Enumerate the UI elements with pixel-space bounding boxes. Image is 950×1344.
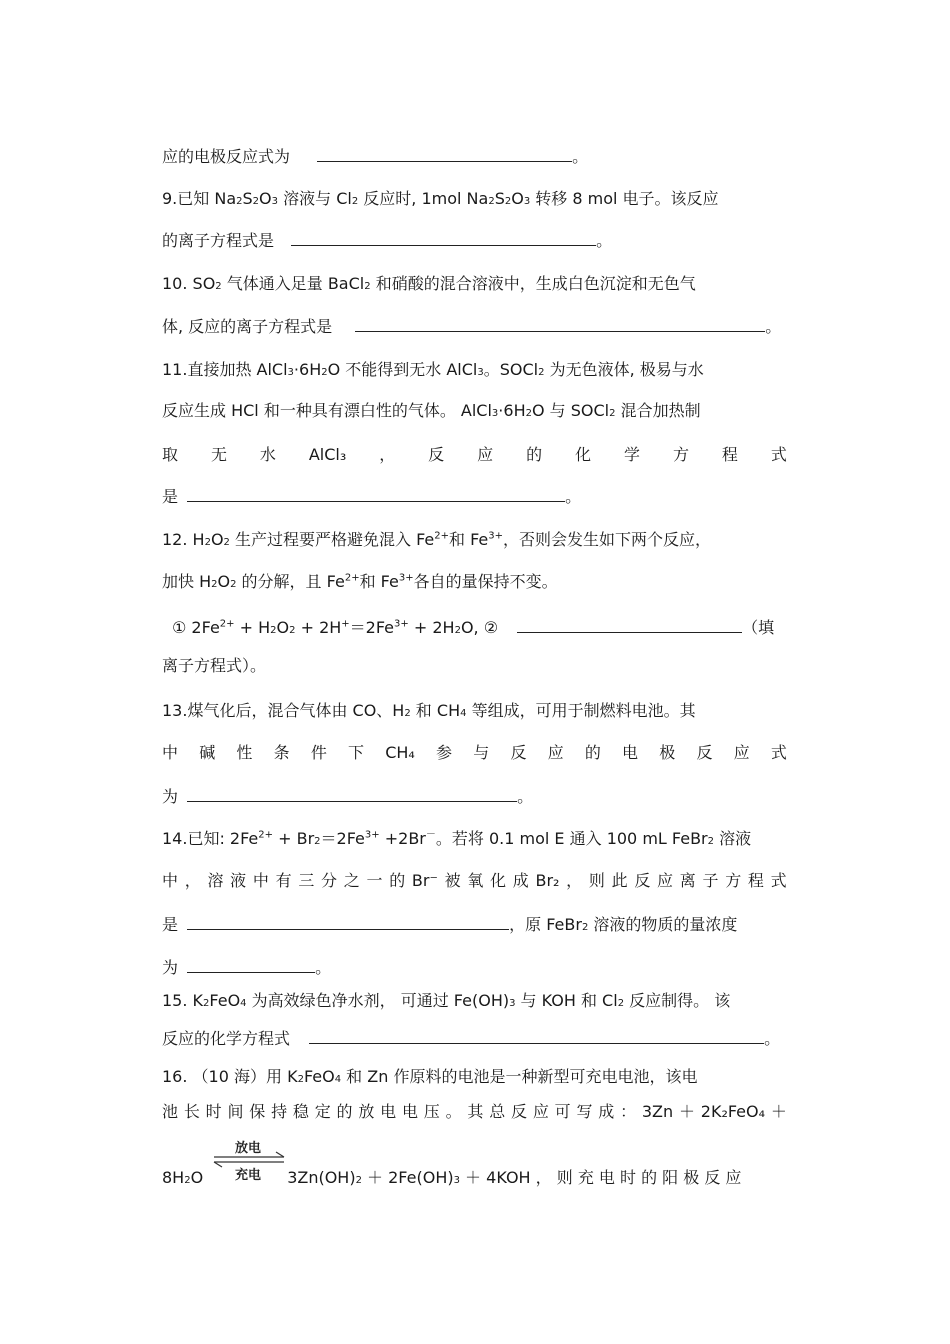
text: 的: [584, 743, 601, 762]
text: ＋: [770, 1102, 787, 1121]
text: 3Zn(OH): [287, 1168, 356, 1187]
text: + H: [234, 618, 271, 637]
text: 11.直接加热 AlCl: [162, 360, 288, 379]
text: 溶液的物质的量浓度: [588, 915, 738, 934]
text: （填: [742, 618, 775, 637]
text: 溶液与 Cl: [278, 189, 352, 208]
question-12-line-2: [162, 572, 558, 595]
text: 反: [511, 1102, 528, 1121]
text: 应: [733, 743, 750, 762]
text: 中: [252, 871, 269, 890]
text: 应: [657, 871, 674, 890]
text: 被: [444, 871, 461, 890]
subscript: 3: [271, 196, 279, 207]
text: 反应生成 HCl 和一种具有漂白性的气体。 AlCl: [162, 401, 492, 420]
text: 离: [679, 871, 696, 890]
question-13-line-3: [162, 785, 533, 807]
question-16-line-2: [162, 1102, 787, 1122]
text: 12. H: [162, 530, 205, 549]
question-16-line-3: [162, 1168, 741, 1191]
text: 中: [162, 743, 179, 762]
text: 定: [314, 1102, 331, 1121]
text: ，: [184, 871, 201, 890]
text: 混合加热制: [615, 401, 701, 420]
answer-blank[interactable]: [187, 956, 315, 973]
text: Br₂: [535, 871, 560, 890]
subscript: 2: [289, 625, 296, 636]
text: 间: [227, 1102, 244, 1121]
question-10-line-1: [162, 274, 696, 297]
text: 反: [634, 871, 651, 890]
subscript: 3: [287, 367, 294, 378]
text: 式: [770, 743, 787, 762]
question-10-line-2: [162, 315, 781, 337]
text: 。: [565, 487, 582, 506]
subscript: 2: [321, 367, 328, 378]
text: O 与 SOCl: [531, 401, 610, 420]
subscript: 2: [581, 922, 589, 933]
text: + 2H: [408, 618, 455, 637]
text: 分: [321, 871, 338, 890]
text: 下: [348, 743, 365, 762]
text: 中: [162, 871, 179, 890]
text: 极: [659, 743, 676, 762]
text: 。: [517, 787, 534, 806]
text: 碱: [199, 743, 216, 762]
question-9-line-1: [162, 189, 719, 212]
text: 电: [622, 743, 639, 762]
text: 三: [298, 871, 315, 890]
text: O: [210, 530, 224, 549]
subscript: 3: [453, 1175, 460, 1186]
text: 生产过程要严格避免混入 Fe: [229, 530, 435, 549]
text: 方: [672, 445, 689, 464]
subscript: 2: [525, 408, 532, 419]
text: 的: [389, 871, 406, 890]
text: 条: [273, 743, 290, 762]
question-12-line-1: [162, 530, 711, 553]
text: O: [259, 189, 272, 208]
text: ，: [566, 871, 583, 890]
text: O 不能得到无水 AlCl: [327, 360, 478, 379]
question-12-line-3: [172, 616, 774, 641]
text: 则: [588, 871, 605, 890]
text: ① 2Fe: [172, 618, 220, 637]
text: 式: [770, 871, 787, 890]
text: 是: [162, 487, 179, 506]
text: 应: [477, 445, 494, 464]
subscript: 2: [184, 1175, 191, 1186]
text: 时: [205, 1102, 222, 1121]
text: ，否则会发生如下两个反应，: [503, 530, 712, 549]
text: ·6H: [498, 401, 526, 420]
answer-blank[interactable]: [317, 145, 572, 162]
answer-blank[interactable]: [355, 315, 765, 332]
superscript: 2+: [219, 618, 235, 630]
text: 为: [162, 787, 179, 806]
text: 反: [696, 743, 713, 762]
text: ·6H: [293, 360, 322, 379]
text: CH₄: [385, 743, 415, 762]
subscript: 2: [504, 196, 512, 207]
text: 反: [510, 743, 527, 762]
text: 压: [423, 1102, 440, 1121]
subscript: 4: [460, 708, 467, 719]
subscript: 2: [454, 625, 461, 636]
text: 。: [315, 958, 332, 977]
text: Br⁻: [411, 871, 438, 890]
text: 反应制得。 该: [624, 991, 731, 1010]
subscript: 2: [538, 367, 545, 378]
subscript: 2: [314, 836, 321, 847]
text: 氧: [467, 871, 484, 890]
text: 。: [572, 147, 589, 166]
text: ＝2Fe: [320, 829, 365, 848]
text: 等组成，可用于制燃料电池。其: [466, 701, 696, 720]
text: 长: [183, 1102, 200, 1121]
superscript: 2+: [344, 572, 360, 584]
text: 为: [162, 958, 179, 977]
text: O: [276, 618, 290, 637]
text: 是: [162, 915, 179, 934]
text: FeO: [303, 1067, 335, 1086]
question-15-line-2: [162, 1027, 780, 1049]
text: O: [190, 1168, 204, 1187]
text: 和 Zn 作原料的电池是一种新型可充电电池，该电: [341, 1067, 698, 1086]
superscript: －: [425, 829, 436, 841]
text: 和硝酸的混合溶液中，生成白色沉淀和无色气: [370, 274, 696, 293]
answer-blank[interactable]: [187, 785, 517, 802]
superscript: 3+: [398, 572, 414, 584]
text: 持: [271, 1102, 288, 1121]
text: ，: [379, 445, 396, 464]
answer-blank[interactable]: [517, 616, 742, 633]
text: 成: [512, 871, 529, 890]
text: 性: [236, 743, 253, 762]
subscript: 3: [523, 196, 531, 207]
subscript: 2: [211, 579, 218, 590]
text: ，原 FeBr: [509, 915, 582, 934]
text: FeO: [209, 991, 241, 1010]
text: 化: [575, 445, 592, 464]
subscript: 2: [204, 537, 211, 548]
question-11-line-3: [162, 445, 787, 465]
text: 液: [230, 871, 247, 890]
text: 。: [445, 1102, 462, 1121]
text: 水: [259, 445, 276, 464]
text: 保: [249, 1102, 266, 1121]
text: 的分解，且 Fe: [236, 572, 345, 591]
text: 学: [623, 445, 640, 464]
subscript: 2: [488, 196, 495, 207]
text: 程: [747, 871, 764, 890]
subscript: 2: [270, 625, 277, 636]
text: 气体通入足量 BaCl: [221, 274, 365, 293]
text: 总: [489, 1102, 506, 1121]
subscript: 3: [477, 367, 484, 378]
superscript: 3+: [394, 618, 409, 630]
text: 之: [343, 871, 360, 890]
text: 其: [467, 1102, 484, 1121]
text: 的: [526, 445, 543, 464]
question-14-line-3: [162, 913, 737, 938]
text: 。: [764, 1029, 781, 1048]
text: 溶液: [714, 829, 752, 848]
text: 15. K: [162, 991, 204, 1010]
text: ＋ 4KOH ， 则 充 电 时 的 阳 极 反 应: [459, 1168, 742, 1187]
question-16-line-1: [162, 1067, 697, 1090]
text: 稳: [292, 1102, 309, 1121]
text: 式: [770, 445, 787, 464]
text: 的: [336, 1102, 353, 1121]
text: 写: [576, 1102, 593, 1121]
text: 应: [547, 743, 564, 762]
question-14-line-2: [162, 871, 787, 891]
answer-blank[interactable]: [187, 913, 509, 930]
text: 应: [532, 1102, 549, 1121]
question-9-line-2: [162, 229, 612, 251]
text: 为高效绿色净水剂， 可通过 Fe(OH): [246, 991, 510, 1010]
text: 件: [310, 743, 327, 762]
text: 10. SO: [162, 274, 216, 293]
question-11-line-2: [162, 401, 701, 424]
text: S: [494, 189, 505, 208]
text: 电: [380, 1102, 397, 1121]
text: 放: [358, 1102, 375, 1121]
subscript: 2: [404, 708, 411, 719]
text: 转移 8 mol 电子。该反应: [530, 189, 719, 208]
text: ＝2Fe: [349, 618, 395, 637]
text: 应的电极反应式为: [162, 147, 291, 166]
text: 成: [598, 1102, 615, 1121]
text: 各自的量保持不变。: [413, 572, 558, 591]
text: O: [511, 189, 524, 208]
text: 9.已知 Na: [162, 189, 237, 208]
text: O, ②: [460, 618, 499, 637]
subscript: 2: [351, 196, 359, 207]
text: + Br: [273, 829, 315, 848]
subscript: 2: [707, 836, 715, 847]
text: 反: [428, 445, 445, 464]
subscript: 2: [252, 196, 260, 207]
answer-blank[interactable]: [309, 1027, 764, 1044]
question-13-line-2: [162, 743, 787, 763]
text: 的离子方程式是: [162, 231, 275, 250]
text: 一: [366, 871, 383, 890]
text: 8H: [162, 1168, 185, 1187]
text: 2K₂FeO₄: [700, 1102, 766, 1121]
text: 反应的化学方程式: [162, 1029, 291, 1048]
subscript: 2: [223, 537, 230, 548]
line-1: [162, 145, 588, 167]
text: ：: [620, 1102, 637, 1121]
text: 方: [725, 871, 742, 890]
subscript: 3: [509, 998, 516, 1009]
subscript: 2: [355, 1175, 362, 1186]
discharge-label: 放电: [234, 1141, 262, 1156]
text: 。: [765, 317, 782, 336]
text: 。SOCl: [483, 360, 539, 379]
text: 与: [473, 743, 490, 762]
superscript: 2+: [258, 829, 274, 841]
question-14-line-4: [162, 956, 331, 978]
text: 14.已知: 2Fe: [162, 829, 259, 848]
text: 化: [490, 871, 507, 890]
text: 16. （10 海）用 K: [162, 1067, 298, 1086]
text: 体, 反应的离子方程式是: [162, 317, 333, 336]
text: 。若将 0.1 mol E 通入 100 mL FeBr: [435, 829, 708, 848]
superscript: +: [341, 618, 350, 630]
answer-blank[interactable]: [187, 485, 565, 502]
text: 。: [596, 231, 613, 250]
question-14-line-1: [162, 829, 751, 852]
text: 3Zn: [641, 1102, 674, 1121]
text: 有: [275, 871, 292, 890]
subscript: 2: [236, 196, 243, 207]
superscript: 3+: [488, 530, 504, 542]
text: 子: [702, 871, 719, 890]
subscript: 2: [230, 579, 237, 590]
subscript: 2: [617, 998, 625, 1009]
text: 加快 H: [162, 572, 212, 591]
question-13-line-1: [162, 701, 696, 724]
text: 离子方程式）。: [162, 656, 267, 675]
subscript: 2: [203, 998, 210, 1009]
subscript: 2: [364, 281, 371, 292]
subscript: 2: [215, 281, 222, 292]
subscript: 3: [491, 408, 499, 419]
text: + 2H: [295, 618, 342, 637]
text: 无: [210, 445, 227, 464]
superscript: 2+: [434, 530, 450, 542]
subscript: 4: [240, 998, 247, 1009]
text: +2Br: [379, 829, 426, 848]
text: ＋ 2Fe(OH): [361, 1168, 454, 1187]
subscript: 2: [609, 408, 616, 419]
text: 电: [401, 1102, 418, 1121]
text: S: [242, 189, 253, 208]
question-11-line-4: [162, 485, 581, 507]
text: 和 Fe: [449, 530, 489, 549]
text: 13.煤气化后，混合气体由 CO、H: [162, 701, 405, 720]
text: AlCl₃: [308, 445, 347, 464]
text: 与 KOH 和 Cl: [515, 991, 618, 1010]
text: 反应时, 1mol Na: [358, 189, 489, 208]
text: ＋: [678, 1102, 695, 1121]
text: 可: [554, 1102, 571, 1121]
question-15-line-1: [162, 991, 730, 1014]
text: O: [217, 572, 231, 591]
subscript: 4: [334, 1074, 342, 1085]
text: 溶: [207, 871, 224, 890]
text: 和 CH: [410, 701, 461, 720]
text: 取: [162, 445, 179, 464]
charge-label: 充电: [234, 1168, 262, 1183]
text: 程: [721, 445, 738, 464]
text: 此: [611, 871, 628, 890]
answer-blank[interactable]: [291, 229, 596, 246]
text: 池: [162, 1102, 179, 1121]
question-12-line-4: [162, 656, 266, 676]
question-11-line-1: [162, 360, 704, 383]
superscript: 3+: [364, 829, 380, 841]
subscript: 2: [297, 1074, 304, 1085]
text: 为无色液体, 极易与水: [544, 360, 704, 379]
text: 和 Fe: [359, 572, 399, 591]
text: 参: [436, 743, 453, 762]
